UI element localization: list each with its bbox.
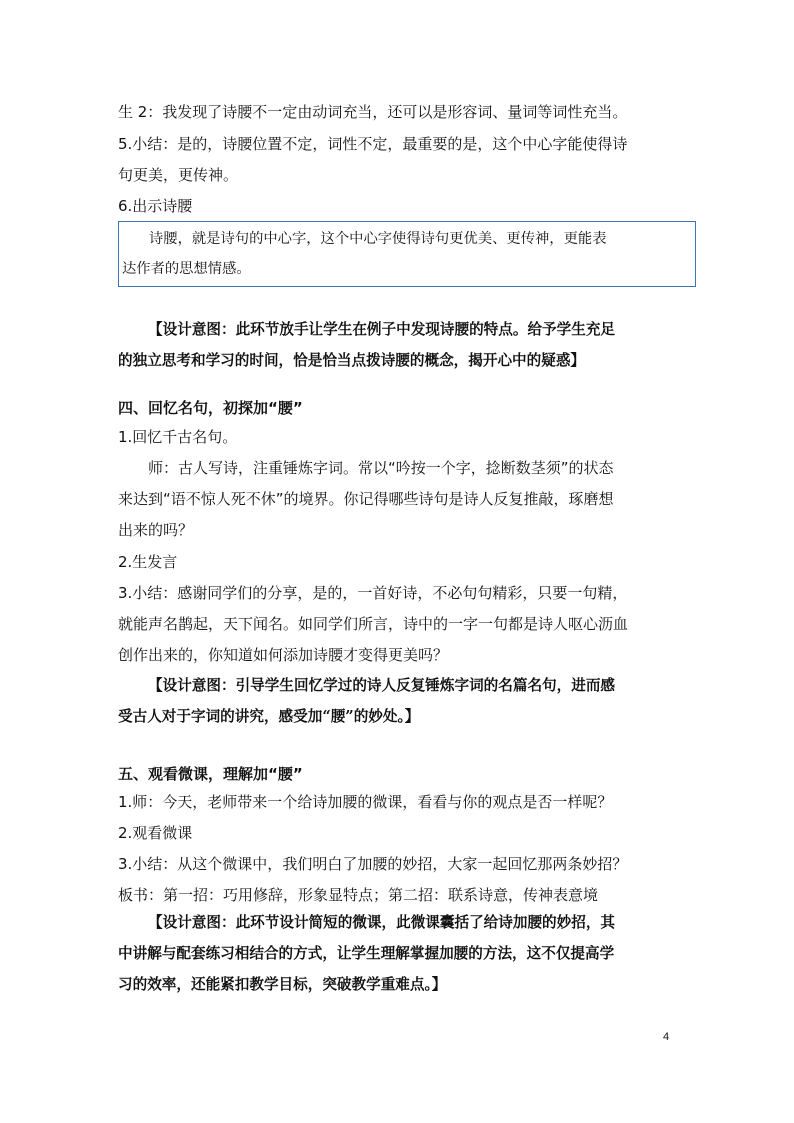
design-note-3-line-1: 【设计意图：此环节设计简短的微课，此微课囊括了给诗加腰的妙招，其 <box>148 914 616 931</box>
student-answer-line: 生 2：我发现了诗腰不一定由动词充当，还可以是形容词、量词等词性充当。 <box>118 103 628 121</box>
summary-line-2: 句更美，更传神。 <box>118 166 239 184</box>
section-4-para-line-3: 出来的吗？ <box>118 521 194 539</box>
section-5-item-3: 3.小结：从这个微课中，我们明白了加腰的妙招，大家一起回忆那两条妙招？ <box>118 855 628 873</box>
definition-line-2: 达作者的思想情感。 <box>122 261 251 277</box>
section-4-item-1: 1.回忆千古名句。 <box>118 428 238 446</box>
section-4-summary-line-3: 创作出来的，你知道如何添加诗腰才变得更美吗？ <box>118 646 449 664</box>
section-5-board-text: 板书：第一招：巧用修辞，形象显特点；第二招：联系诗意，传神表意境 <box>118 886 599 904</box>
definition-line-1: 诗腰，就是诗句的中心字，这个中心字使得诗句更优美、更传神，更能表 <box>149 231 607 247</box>
section-4-summary-line-2: 就能声名鹊起，天下闻名。如同学们所言，诗中的一字一句都是诗人呕心沥血 <box>118 615 629 633</box>
page-number: 4 <box>663 1031 670 1043</box>
section-5-heading: 五、观看微课，理解加“腰” <box>118 765 303 783</box>
section-4-para-line-2: 来达到“语不惊人死不休”的境界。你记得哪些诗句是诗人反复推敲，琢磨想 <box>118 490 614 508</box>
section-4-para-line-1: 师：古人写诗，注重锤炼字词。常以“吟按一个字，捻断数茎须”的状态 <box>148 459 614 477</box>
section-4-item-2: 2.生发言 <box>118 553 178 571</box>
section-5-item-2: 2.观看微课 <box>118 824 193 842</box>
section-5-item-1: 1.师：今天，老师带来一个给诗加腰的微课，看看与你的观点是否一样呢？ <box>118 793 613 811</box>
show-definition-item: 6.出示诗腰 <box>118 197 193 215</box>
design-note-3-line-2: 中讲解与配套练习相结合的方式，让学生理解掌握加腰的方法，这不仅提高学 <box>118 945 615 962</box>
design-note-1-line-1: 【设计意图：此环节放手让学生在例子中发现诗腰的特点。给予学生充足 <box>148 321 616 338</box>
design-note-2-line-2: 受古人对于字词的讲究，感受加“腰”的妙处。】 <box>118 708 420 725</box>
definition-box <box>118 221 696 287</box>
design-note-1-line-2: 的独立思考和学习的时间，恰是恰当点拨诗腰的概念，揭开心中的疑惑】 <box>118 352 586 369</box>
section-4-heading: 四、回忆名句，初探加“腰” <box>118 399 303 417</box>
section-4-summary-line-1: 3.小结：感谢同学们的分享，是的，一首好诗，不必句句精彩，只要一句精， <box>118 584 628 602</box>
design-note-2-line-1: 【设计意图：引导学生回忆学过的诗人反复锤炼字词的名篇名句，进而感 <box>148 677 616 694</box>
summary-line-1: 5.小结：是的，诗腰位置不定，词性不定，最重要的是，这个中心字能使得诗 <box>118 135 628 153</box>
design-note-3-line-3: 习的效率，还能紧扣教学目标，突破教学重难点。】 <box>118 976 447 993</box>
